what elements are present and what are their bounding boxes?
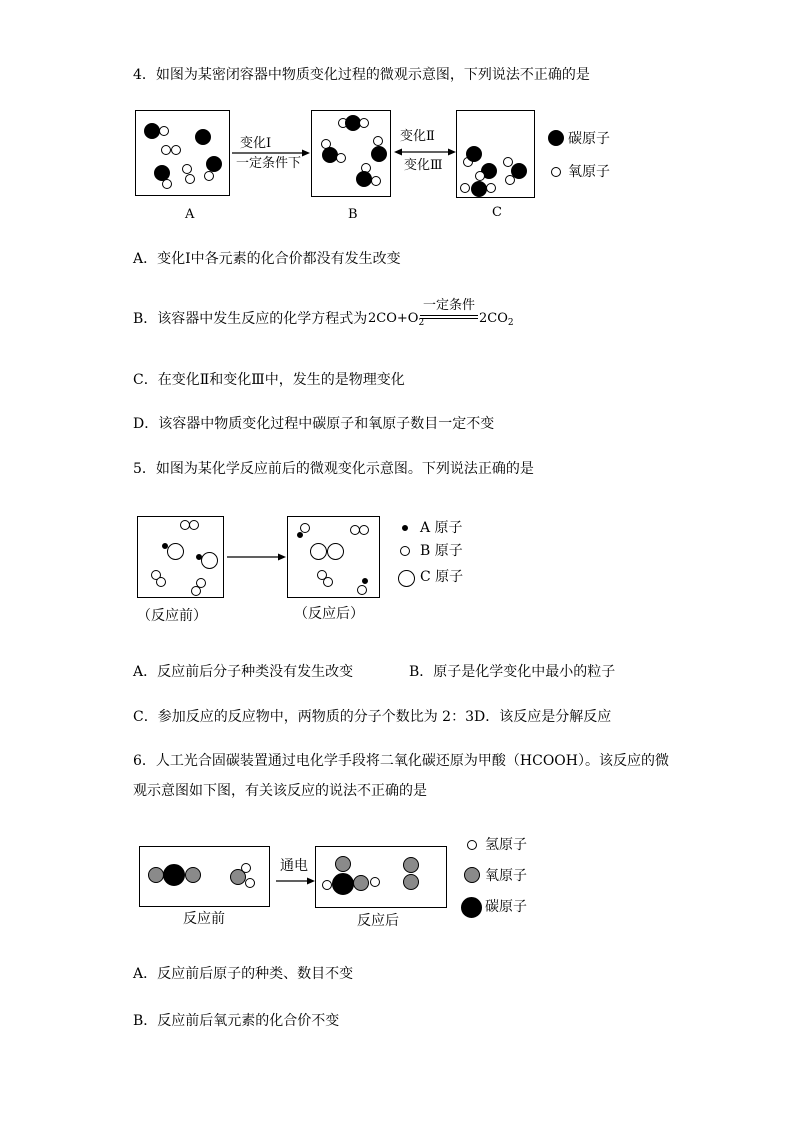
oxygen-atom bbox=[159, 126, 169, 136]
q4-change1-condition: 一定条件下 bbox=[236, 156, 302, 171]
q4-change3-label: 变化Ⅲ bbox=[404, 158, 443, 173]
b-atom bbox=[191, 586, 201, 596]
q6-legend-h: 氢原子 bbox=[485, 837, 527, 853]
oxygen-atom bbox=[336, 153, 346, 163]
oxygen-atom bbox=[161, 145, 171, 155]
q4-legend-carbon: 碳原子 bbox=[568, 131, 610, 147]
oxygen-atom bbox=[185, 174, 195, 184]
c-atom bbox=[310, 543, 327, 560]
q6-label-before: 反应前 bbox=[183, 911, 225, 927]
oxygen-atom bbox=[373, 136, 383, 146]
q4-stem: 4．如图为某密闭容器中物质变化过程的微观示意图，下列说法不正确的是 bbox=[133, 67, 590, 83]
a-atom bbox=[362, 578, 368, 584]
q5-legend-c: C 原子 bbox=[420, 569, 464, 585]
oxygen-atom bbox=[486, 183, 496, 193]
oxygen-atom bbox=[171, 145, 181, 155]
hydrogen-atom bbox=[370, 877, 380, 887]
b-atom bbox=[189, 520, 199, 530]
q5-legend-b: B 原子 bbox=[420, 543, 463, 559]
oxygen-atom-legend-icon bbox=[464, 867, 480, 883]
q5-label-after: （反应后） bbox=[294, 606, 364, 622]
carbon-atom bbox=[332, 873, 354, 895]
q5-stem: 5．如图为某化学反应前后的微观变化示意图。下列说法正确的是 bbox=[133, 461, 534, 477]
b-atom bbox=[323, 577, 333, 587]
q4-double-arrow-icon bbox=[394, 146, 456, 158]
oxygen-atom bbox=[353, 875, 369, 891]
q5-option-b: B．原子是化学变化中最小的粒子 bbox=[409, 664, 616, 680]
oxygen-atom bbox=[403, 874, 419, 890]
carbon-atom bbox=[195, 129, 211, 145]
oxygen-atom bbox=[359, 118, 369, 128]
q5-label-before: （反应前） bbox=[137, 608, 207, 624]
carbon-atom bbox=[206, 156, 222, 172]
q4-equation-left: $2CO+O_2$ bbox=[368, 311, 425, 328]
q4-option-a: A．变化Ⅰ中各元素的化合价都没有发生改变 bbox=[133, 251, 401, 267]
oxygen-atom bbox=[162, 179, 172, 189]
oxygen-atom-legend-icon bbox=[551, 167, 561, 177]
carbon-atom bbox=[144, 123, 160, 139]
carbon-atom bbox=[471, 181, 487, 197]
hydrogen-atom bbox=[322, 880, 332, 890]
q4-label-c: C bbox=[492, 205, 502, 220]
a-atom-legend-icon bbox=[402, 525, 408, 531]
q6-label-after: 反应后 bbox=[357, 913, 399, 929]
q6-legend-c: 碳原子 bbox=[485, 899, 527, 915]
carbon-atom-legend-icon bbox=[461, 897, 482, 918]
c-atom-legend-icon bbox=[398, 570, 415, 587]
q4-legend-oxygen: 氧原子 bbox=[568, 164, 610, 180]
q5-option-a: A．反应前后分子种类没有发生改变 bbox=[133, 664, 354, 680]
hydrogen-atom bbox=[245, 878, 255, 888]
b-atom bbox=[156, 577, 166, 587]
q4-option-b bbox=[133, 310, 367, 328]
oxygen-atom bbox=[230, 869, 246, 885]
oxygen-atom bbox=[335, 856, 351, 872]
q6-stem-line2: 观示意图如下图，有关该反应的说法不正确的是 bbox=[133, 783, 427, 799]
q4-change1-label: 变化Ⅰ bbox=[240, 136, 272, 151]
q4-equation-right: $2CO_2$ bbox=[479, 311, 514, 328]
oxygen-atom bbox=[148, 867, 164, 883]
oxygen-atom bbox=[371, 176, 381, 186]
q6-legend-o: 氧原子 bbox=[485, 868, 527, 884]
oxygen-atom bbox=[460, 183, 470, 193]
b-atom bbox=[357, 585, 367, 595]
oxygen-atom bbox=[204, 171, 214, 181]
q4-label-b: B bbox=[348, 207, 358, 222]
carbon-atom bbox=[163, 864, 185, 886]
oxygen-atom bbox=[403, 857, 419, 873]
oxygen-atom bbox=[475, 171, 485, 181]
carbon-atom bbox=[356, 171, 372, 187]
b-atom-legend-icon bbox=[400, 546, 410, 556]
hydrogen-atom-legend-icon bbox=[467, 840, 477, 850]
q4-equation bbox=[368, 298, 518, 334]
q4-option-d: D．该容器中物质变化过程中碳原子和氧原子数目一定不变 bbox=[133, 416, 495, 432]
q5-legend-a: A 原子 bbox=[420, 520, 463, 536]
q4-option-b-prefix: B．该容器中发生反应的化学方程式为 bbox=[133, 311, 368, 327]
carbon-atom bbox=[371, 146, 387, 162]
q6-option-b: B．反应前后氧元素的化合价不变 bbox=[133, 1013, 340, 1029]
q6-option-a: A．反应前后原子的种类、数目不变 bbox=[133, 966, 354, 982]
carbon-atom-legend-icon bbox=[548, 130, 564, 146]
oxygen-atom bbox=[182, 164, 192, 174]
b-atom bbox=[359, 525, 369, 535]
c-atom bbox=[201, 552, 218, 569]
q5-option-cd: C．参加反应的反应物中，两物质的分子个数比为 2：3D．该反应是分解反应 bbox=[133, 709, 612, 725]
carbon-atom bbox=[466, 146, 482, 162]
carbon-atom bbox=[511, 163, 527, 179]
q6-arrow-right-icon bbox=[275, 876, 315, 886]
q4-change2-label: 变化Ⅱ bbox=[400, 129, 435, 144]
q4-equation-condition: 一定条件 bbox=[423, 298, 476, 313]
q5-arrow-right-icon bbox=[226, 552, 286, 562]
q4-label-a: A bbox=[185, 207, 195, 222]
c-atom bbox=[327, 543, 344, 560]
q4-option-c: C．在变化Ⅱ和变化Ⅲ中，发生的是物理变化 bbox=[133, 372, 405, 388]
oxygen-atom bbox=[185, 867, 201, 883]
q6-condition: 通电 bbox=[280, 858, 308, 874]
a-atom bbox=[297, 532, 303, 538]
c-atom bbox=[167, 543, 184, 560]
q6-stem-line1: 6．人工光合固碳装置通过电化学手段将二氧化碳还原为甲酸（HCOOH）。该反应的微 bbox=[133, 753, 669, 769]
